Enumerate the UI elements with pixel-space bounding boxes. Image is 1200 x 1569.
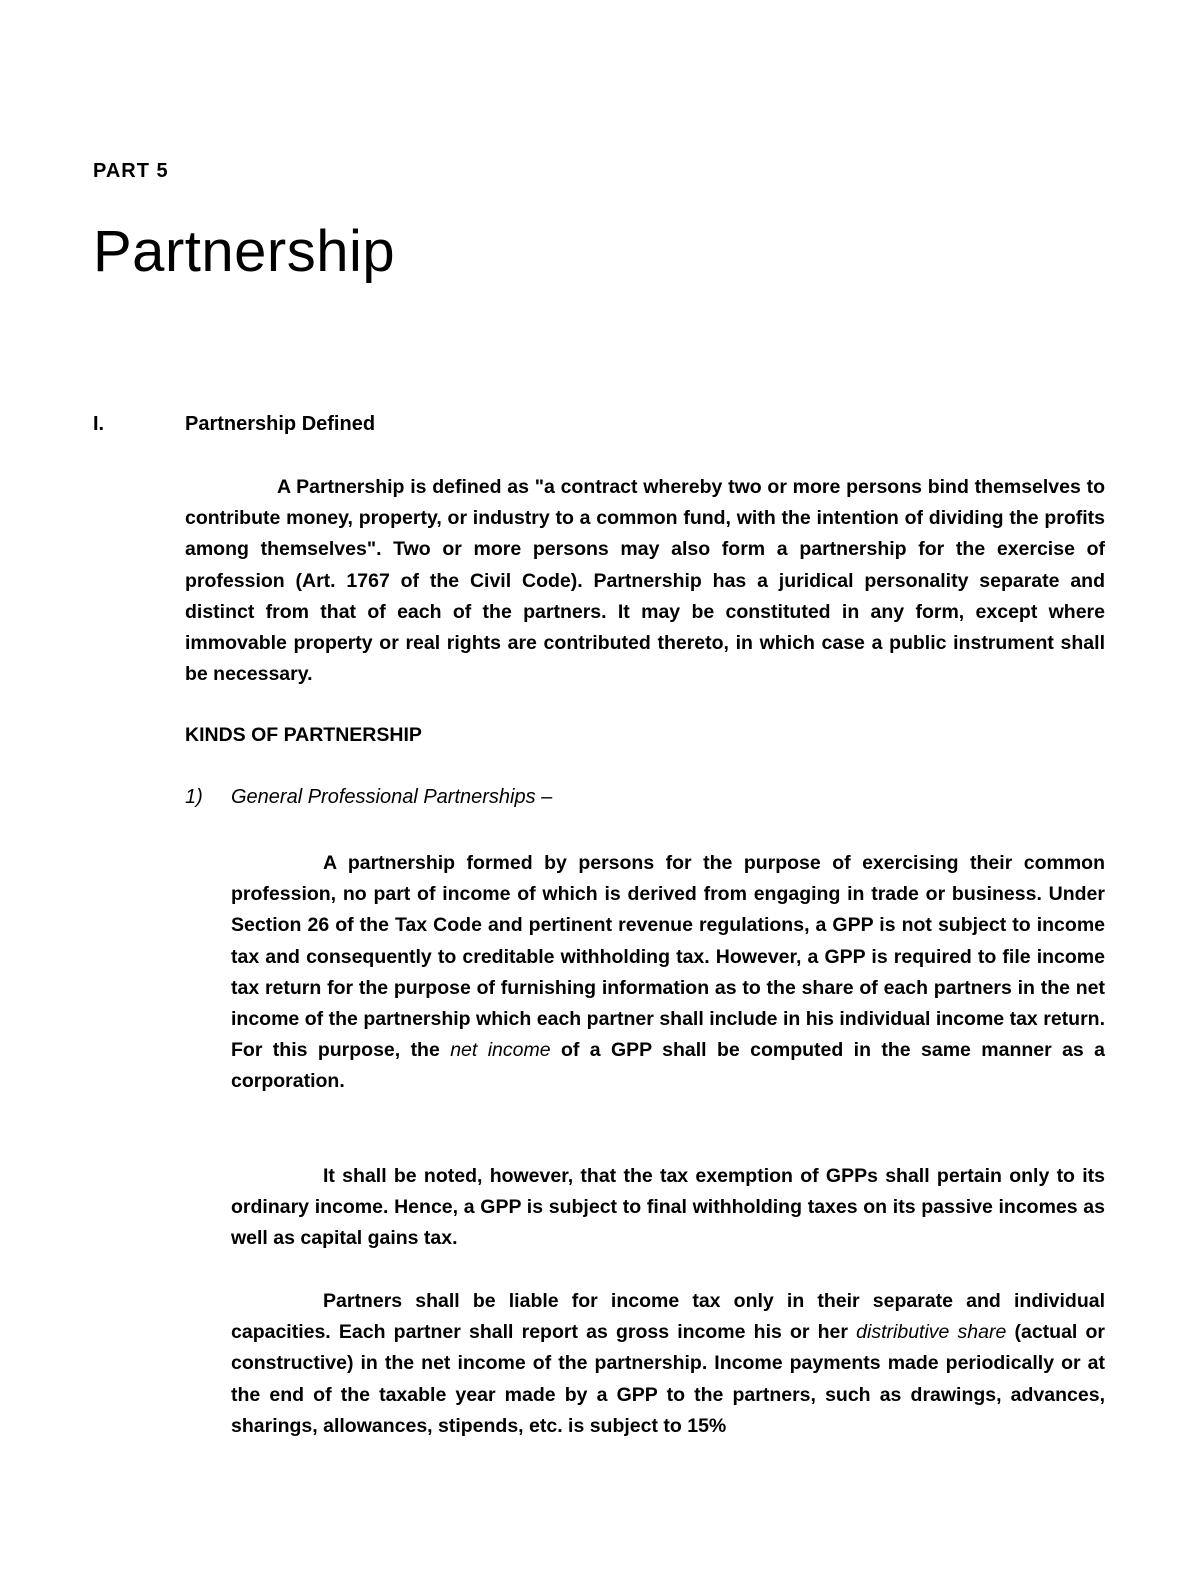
definition-text: A Partnership is defined as "a contract whereby two or more persons bind themselves to contribute money, property, or industry to a common fund, with the intention of dividing the profits among themselves". Two or more persons may also form a partnership for the exercise of profession (Art. 1767 of the Civil Code). Partnership has a juridical personality separate and distinct from that of each of the partners. It may be constituted in any form, except where immovable property or real rights are contributed thereto, in which case a public instrument shall be necessary. — [185, 476, 1105, 686]
kinds-heading: KINDS OF PARTNERSHIP — [185, 724, 422, 746]
gpp-paragraph-1-text-b: of a GPP shall be computed in the same manner as a corporation. — [231, 1039, 1106, 1093]
list-item-title: General Professional Partnerships – — [231, 786, 553, 808]
gpp-paragraph-3-text-b: (actual or constructive) in the net income of the partnership. Income payments made periodically or at the end of the taxable year made by a GPP to the partners, such as drawings, advances, sharings, allowances, stipends, etc. is subject to 15% — [231, 1321, 1106, 1437]
part-label: PART 5 — [93, 160, 169, 182]
list-item — [185, 786, 552, 809]
gpp-paragraph-3 — [231, 1286, 1105, 1442]
page-title: Partnership — [93, 219, 396, 284]
gpp-paragraph-1 — [231, 848, 1105, 1098]
list-item-number: 1) — [185, 786, 203, 808]
definition-paragraph — [185, 472, 1105, 690]
gpp-paragraph-3-text-a: Partners shall be liable for income tax only in their separate and individual capacities. Each partner shall report as gross income his or her — [231, 1290, 1105, 1344]
gpp-paragraph-2 — [231, 1161, 1105, 1255]
section-title: Partnership Defined — [185, 413, 376, 435]
net-income-term: net income — [450, 1039, 551, 1062]
distributive-share-term: distributive share — [856, 1321, 1007, 1344]
section-number: I. — [93, 413, 105, 435]
gpp-paragraph-2-text: It shall be noted, however, that the tax exemption of GPPs shall pertain only to its ordinary income. Hence, a GPP is subject to final withholding taxes on its passive incomes as well as capital gains tax. — [231, 1165, 1105, 1250]
gpp-paragraph-1-text-a: A partnership formed by persons for the purpose of exercising their common profession, no part of income of which is derived from engaging in trade or business. Under Section 26 of the Tax Code and pertinent revenue regulations, a GPP is not subject to income tax and consequently to creditable withholding tax. However, a GPP is required to file income tax return for the purpose of furnishing information as to the share of each partners in the net income of the partnership which each partner shall include in his individual income tax return. For this purpose, the — [231, 852, 1105, 1062]
